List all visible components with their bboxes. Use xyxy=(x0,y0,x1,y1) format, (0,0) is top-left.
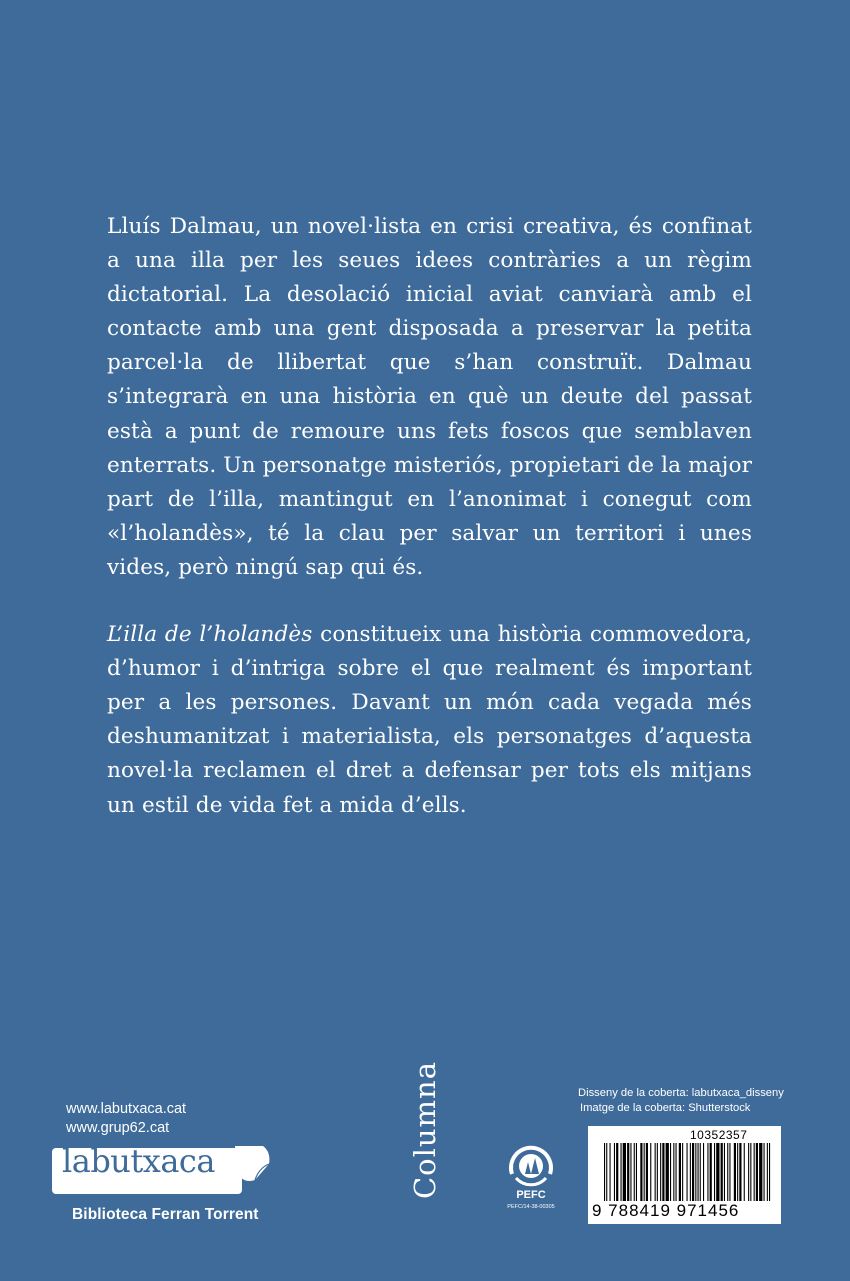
barcode-bar xyxy=(698,1143,699,1201)
barcode-top-number: 10352357 xyxy=(690,1128,748,1142)
barcode-bar xyxy=(670,1143,671,1201)
barcode-bar xyxy=(769,1143,770,1201)
link-grup62[interactable]: www.grup62.cat xyxy=(66,1120,170,1136)
pefc-code: PEFC/14-38-00305 xyxy=(507,1204,555,1210)
barcode-bar xyxy=(714,1143,715,1201)
barcode-bars xyxy=(604,1143,772,1201)
barcode-bar xyxy=(737,1143,738,1201)
barcode-bar xyxy=(655,1143,656,1201)
barcode-bar xyxy=(754,1143,755,1201)
barcode-bar xyxy=(764,1143,765,1201)
barcode-bar xyxy=(636,1143,637,1201)
pefc-tree-icon xyxy=(506,1144,556,1192)
pefc-label: PEFC xyxy=(516,1189,546,1201)
barcode-bar xyxy=(739,1143,741,1201)
barcode-bar xyxy=(673,1143,674,1201)
barcode-bar xyxy=(644,1143,645,1201)
cover-image-credit: Imatge de la coberta: Shutterstock xyxy=(580,1102,751,1114)
barcode-bar xyxy=(614,1143,615,1201)
barcode-bar xyxy=(690,1143,691,1201)
barcode-bar xyxy=(630,1143,631,1201)
book-title: L’illa de l’holandès xyxy=(107,622,313,648)
website-links xyxy=(66,1100,186,1138)
barcode-bar xyxy=(662,1143,664,1201)
barcode-bar xyxy=(710,1143,712,1201)
barcode-bar xyxy=(759,1143,762,1201)
link-labutxaca[interactable]: www.labutxaca.cat xyxy=(66,1101,187,1117)
barcode-bar xyxy=(640,1143,642,1201)
barcode-bar xyxy=(716,1143,719,1201)
barcode-bar xyxy=(646,1143,648,1201)
blurb-paragraph-2-text: constitueix una història commovedora, d’humor i d’intriga sobre el que realment és important per a les persones. Davant un món cada vegada més deshumanitzat i materialista, els personatges d’aquesta novel·la reclamen el dret a defensar per tots els mitjans un estil de vida fet a mida d’ells. xyxy=(107,622,752,818)
barcode-bar xyxy=(721,1143,723,1201)
barcode-bar xyxy=(606,1143,607,1201)
barcode-bar xyxy=(703,1143,704,1201)
cover-credits xyxy=(578,1086,784,1116)
barcode-bar xyxy=(727,1143,728,1201)
barcode-bar xyxy=(700,1143,701,1201)
barcode-bar xyxy=(627,1143,629,1201)
barcode-bar xyxy=(610,1143,611,1201)
barcode-bar xyxy=(734,1143,736,1201)
barcode-bar xyxy=(687,1143,688,1201)
cover-design-credit: Disseny de la coberta: labutxaca_disseny xyxy=(578,1087,784,1099)
barcode-bar xyxy=(616,1143,618,1201)
page-curl-icon xyxy=(233,1142,273,1186)
barcode-bar xyxy=(707,1143,708,1201)
barcode-bar xyxy=(657,1143,658,1201)
barcode-bar xyxy=(682,1143,683,1201)
barcode-bar xyxy=(679,1143,681,1201)
barcode-bar xyxy=(692,1143,694,1201)
barcode-bar xyxy=(748,1143,749,1201)
barcode-bar xyxy=(767,1143,768,1201)
barcode-bar xyxy=(729,1143,730,1201)
isbn-number: 9 788419 971456 xyxy=(592,1201,740,1220)
barcode-bar xyxy=(634,1143,635,1201)
series-name: Biblioteca Ferran Torrent xyxy=(72,1206,259,1223)
barcode-bar xyxy=(724,1143,725,1201)
blurb-paragraph-2 xyxy=(107,618,752,823)
barcode-bar xyxy=(744,1143,745,1201)
barcode-bar xyxy=(756,1143,758,1201)
barcode-bar xyxy=(604,1143,605,1201)
barcode-bar xyxy=(676,1143,677,1201)
labutxaca-logo: labutxaca xyxy=(62,1142,215,1180)
back-cover-blurb xyxy=(107,210,752,823)
barcode-bar xyxy=(750,1143,751,1201)
barcode-bar xyxy=(650,1143,651,1201)
barcode-bar xyxy=(666,1143,669,1201)
publisher-name: Columna xyxy=(408,1060,442,1200)
barcode-bar xyxy=(623,1143,626,1201)
barcode-bar xyxy=(660,1143,661,1201)
blurb-paragraph-1: Lluís Dalmau, un novel·lista en crisi creativa, és confinat a una illa per les seues idees contràries a un règim dictatorial. La desolació inicial aviat canviarà amb el contacte amb una gent disposada a preservar la petita parcel·la de llibertat que s’han construït. Dalmau s’integrarà en una història en què un deute del passat està a punt de remoure uns fets foscos que semblaven enterrats. Un personatge misteriós, propietari de la major part de l’illa, mantingut en l’anonimat i conegut com «l’holandès», té la clau per salvar un territori i unes vides, però ningú sap qui és. xyxy=(107,214,752,580)
barcode-bar xyxy=(695,1143,696,1201)
barcode-bar xyxy=(621,1143,622,1201)
